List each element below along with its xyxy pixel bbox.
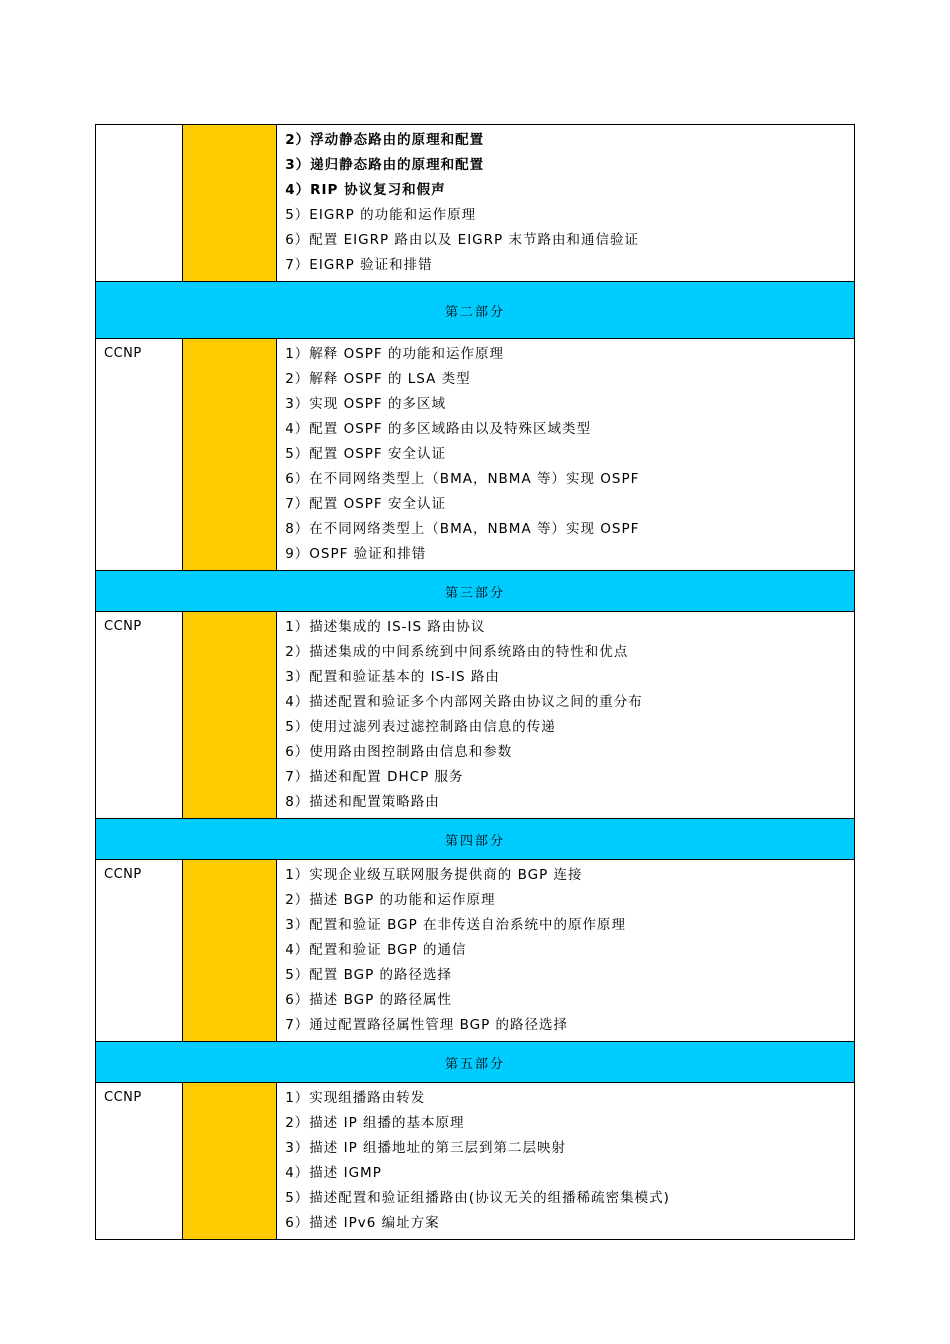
- topic-item: 1）实现企业级互联网服务提供商的 BGP 连接: [285, 867, 583, 883]
- syllabus-table: [95, 124, 855, 1240]
- topic-item: 2）描述 IP 组播的基本原理: [285, 1115, 465, 1131]
- topic-item: 3）配置和验证基本的 IS-IS 路由: [285, 669, 500, 685]
- section-body-row: [96, 612, 855, 819]
- course-cell: CCNP: [96, 860, 183, 1042]
- topic-item: 5）配置 OSPF 安全认证: [285, 446, 446, 462]
- section-header-row: [96, 571, 855, 612]
- topic-item: 7）EIGRP 验证和排错: [285, 257, 433, 273]
- topic-item: 1）描述集成的 IS-IS 路由协议: [285, 619, 486, 635]
- section-body-row: [96, 339, 855, 571]
- topic-list-cell: [277, 860, 855, 1042]
- topic-item: 8）描述和配置策略路由: [285, 794, 440, 810]
- topic-item: 5）使用过滤列表过滤控制路由信息的传递: [285, 719, 556, 735]
- topic-item: 9）OSPF 验证和排错: [285, 546, 427, 562]
- topic-item: 3）描述 IP 组播地址的第三层到第二层映射: [285, 1140, 567, 1156]
- topic-item: 8）在不同网络类型上（BMA，NBMA 等）实现 OSPF: [285, 521, 640, 537]
- section-header-row: [96, 819, 855, 860]
- topic-list-cell: [277, 1083, 855, 1240]
- topic-item: 2）描述集成的中间系统到中间系统路由的特性和优点: [285, 644, 629, 660]
- topic-item: 3）递归静态路由的原理和配置: [285, 157, 485, 173]
- topic-item: 3）实现 OSPF 的多区域: [285, 396, 446, 412]
- topic-list-cell: [277, 612, 855, 819]
- section-body-row: [96, 860, 855, 1042]
- topic-item: 6）描述 IPv6 编址方案: [285, 1215, 440, 1231]
- topic-item: 2）浮动静态路由的原理和配置: [285, 132, 485, 148]
- topic-item: 2）描述 BGP 的功能和运作原理: [285, 892, 496, 908]
- section-header-row: [96, 1042, 855, 1083]
- highlight-cell: [183, 860, 277, 1042]
- topic-item: 5）描述配置和验证组播路由(协议无关的组播稀疏密集模式): [285, 1190, 670, 1206]
- highlight-cell: [183, 125, 277, 282]
- topic-item: 6）使用路由图控制路由信息和参数: [285, 744, 513, 760]
- section-header-row: [96, 282, 855, 339]
- highlight-cell: [183, 612, 277, 819]
- topic-item: 1）实现组播路由转发: [285, 1090, 426, 1106]
- section-title: 第四部分: [96, 819, 855, 860]
- topic-item: 1）解释 OSPF 的功能和运作原理: [285, 346, 504, 362]
- topic-item: 5）EIGRP 的功能和运作原理: [285, 207, 477, 223]
- topic-item: 7）描述和配置 DHCP 服务: [285, 769, 464, 785]
- topic-item: 2）解释 OSPF 的 LSA 类型: [285, 371, 471, 387]
- topic-item: 3）配置和验证 BGP 在非传送自治系统中的原作原理: [285, 917, 627, 933]
- topic-item: 4）RIP 协议复习和假声: [285, 182, 446, 198]
- topic-item: 4）描述配置和验证多个内部网关路由协议之间的重分布: [285, 694, 643, 710]
- topic-item: 6）在不同网络类型上（BMA，NBMA 等）实现 OSPF: [285, 471, 640, 487]
- section-body-row: [96, 125, 855, 282]
- topic-item: 4）描述 IGMP: [285, 1165, 382, 1181]
- course-cell: [96, 125, 183, 282]
- topic-item: 4）配置 OSPF 的多区域路由以及特殊区域类型: [285, 421, 591, 437]
- topic-list-cell: [277, 125, 855, 282]
- topic-list-cell: [277, 339, 855, 571]
- topic-item: 5）配置 BGP 的路径选择: [285, 967, 453, 983]
- section-title: 第二部分: [96, 282, 855, 339]
- course-cell: CCNP: [96, 1083, 183, 1240]
- section-title: 第五部分: [96, 1042, 855, 1083]
- topic-item: 4）配置和验证 BGP 的通信: [285, 942, 467, 958]
- section-title: 第三部分: [96, 571, 855, 612]
- topic-item: 7）通过配置路径属性管理 BGP 的路径选择: [285, 1017, 569, 1033]
- highlight-cell: [183, 339, 277, 571]
- course-cell: CCNP: [96, 612, 183, 819]
- topic-item: 7）配置 OSPF 安全认证: [285, 496, 446, 512]
- topic-item: 6）描述 BGP 的路径属性: [285, 992, 453, 1008]
- highlight-cell: [183, 1083, 277, 1240]
- section-body-row: [96, 1083, 855, 1240]
- course-cell: CCNP: [96, 339, 183, 571]
- topic-item: 6）配置 EIGRP 路由以及 EIGRP 末节路由和通信验证: [285, 232, 639, 248]
